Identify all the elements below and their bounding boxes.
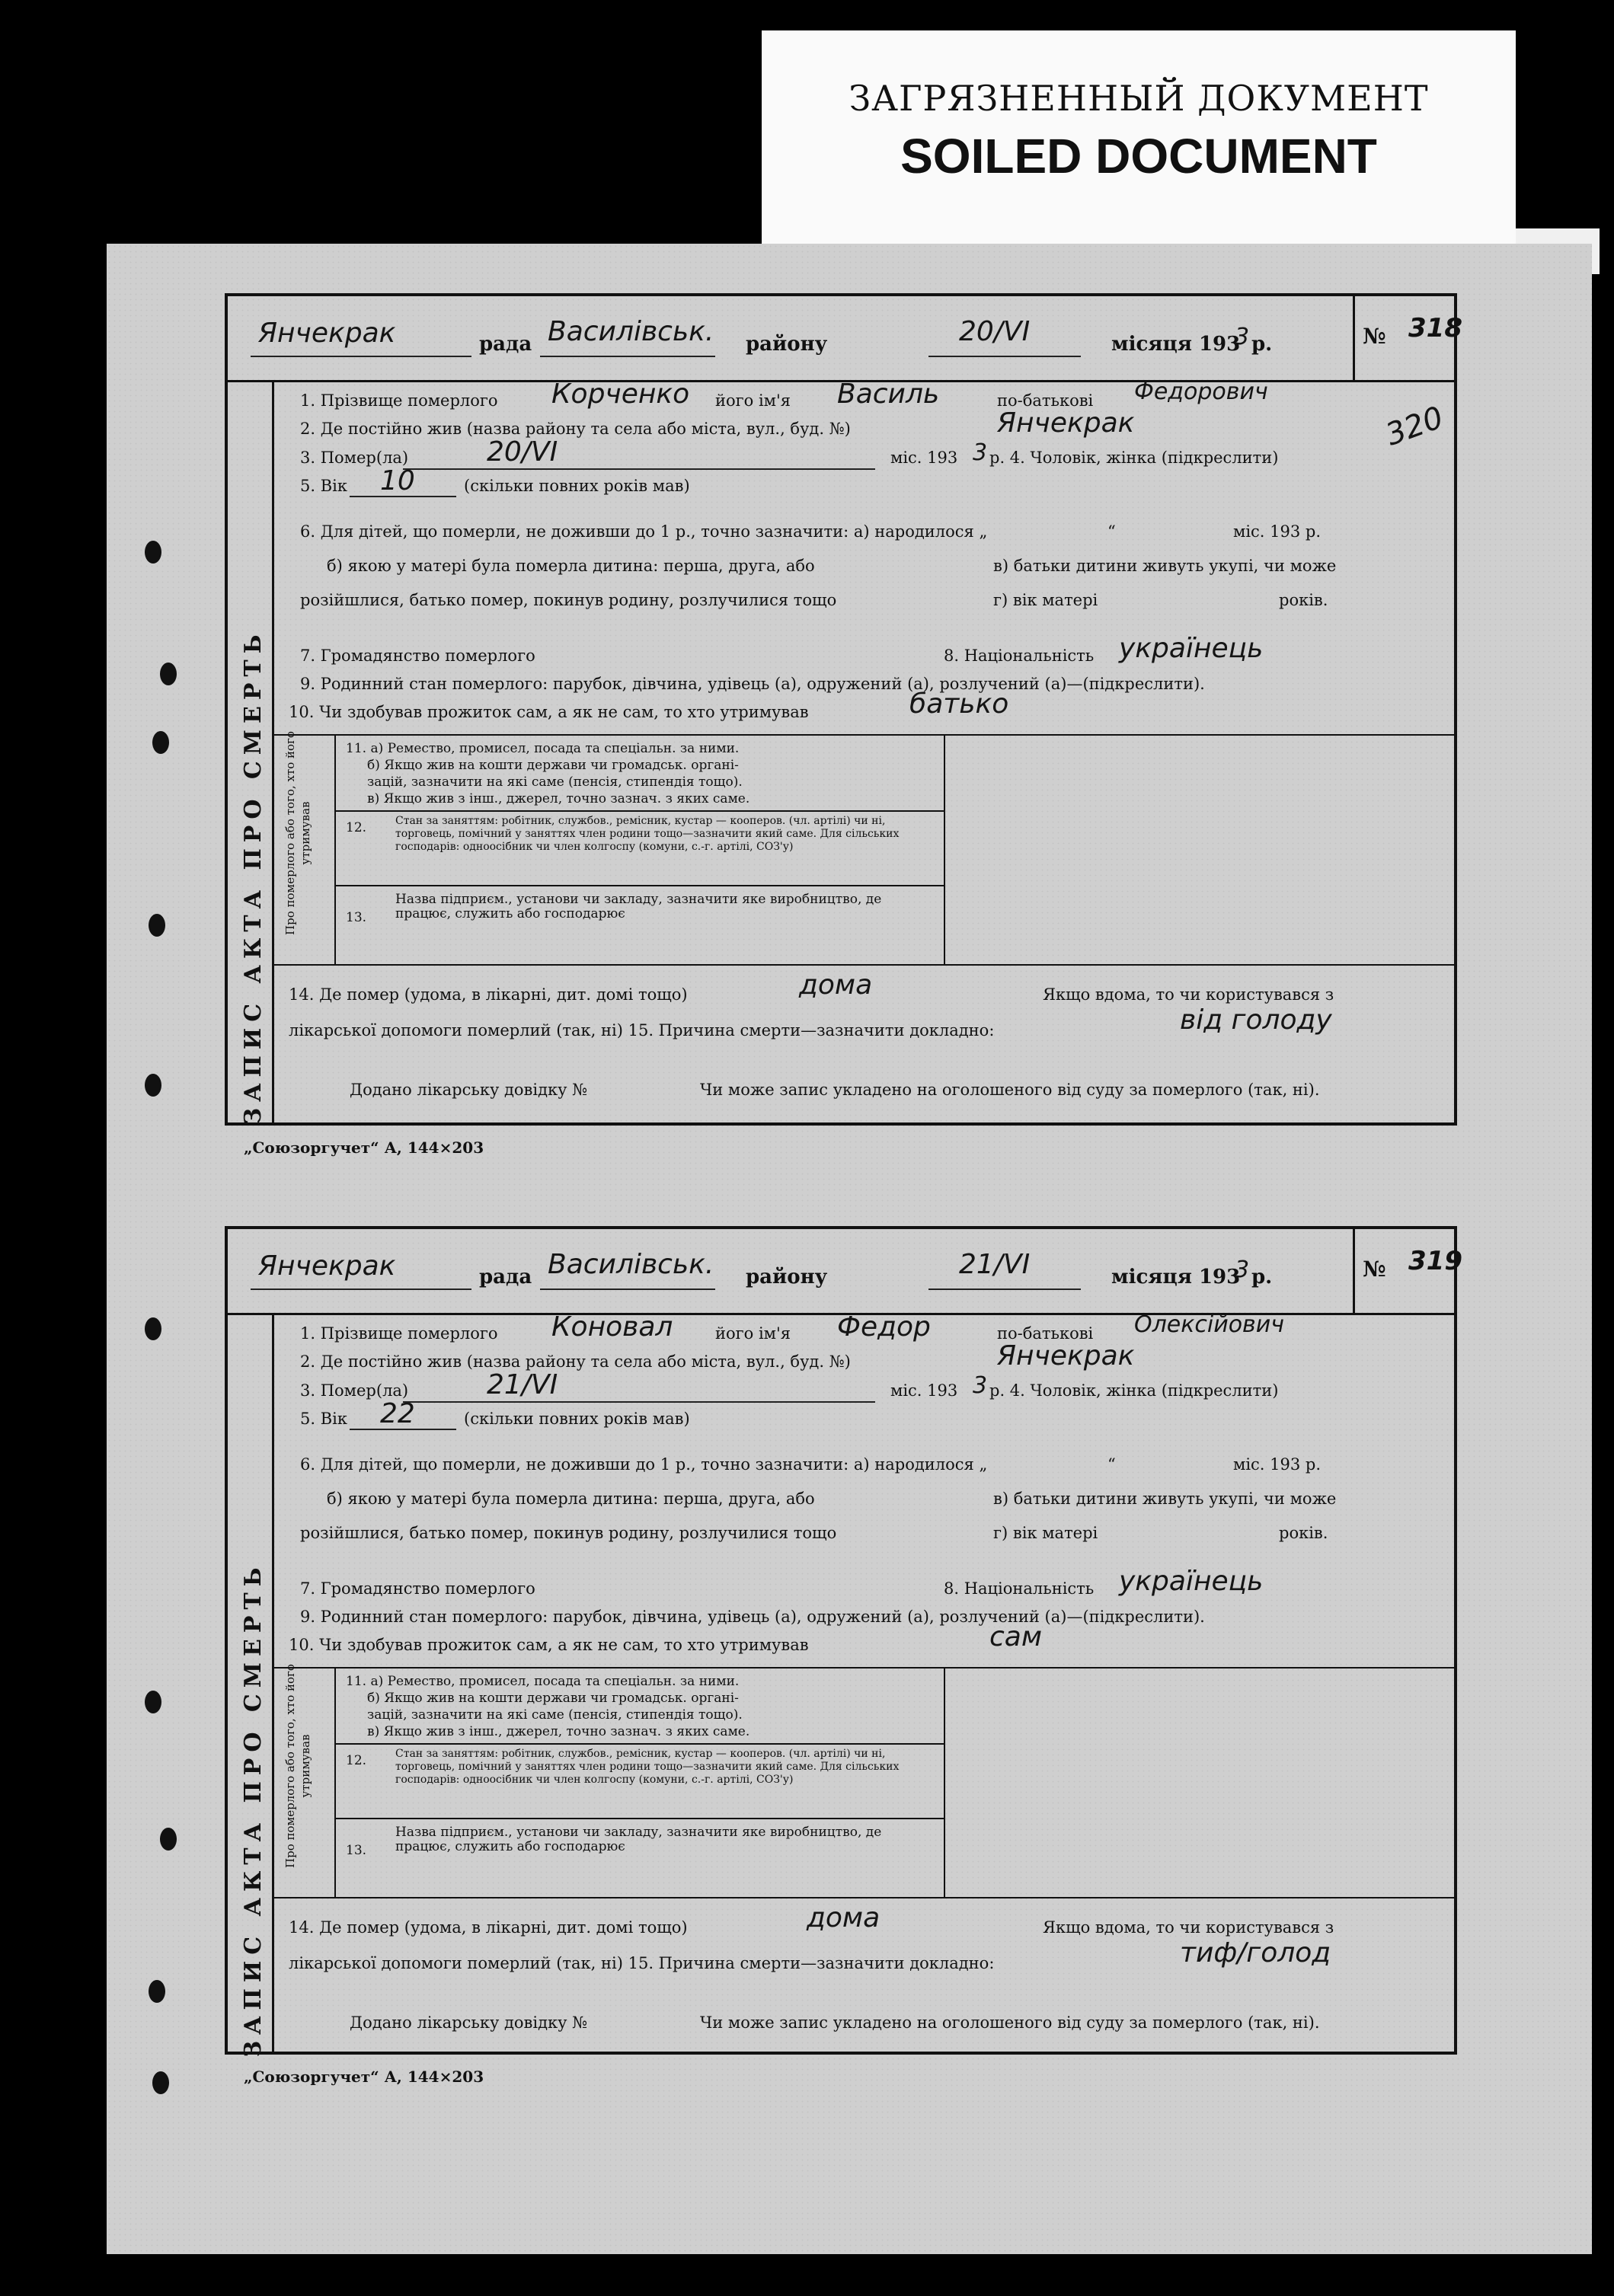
date-value: 21/VI — [959, 1249, 1031, 1280]
line-9-label: 9. Родинний стан померлого: парубок, дівчина, удівець (а), одружений (а), розлучений (а)—(підкреслити). — [300, 1608, 1205, 1626]
line-13-text: Назва підприєм., установи чи закладу, зазначити яке виробництво, де працює, служить або господарює — [395, 1825, 882, 1854]
line-2-label: 2. Де постійно жив (назва району та села або міста, вул., буд. №) — [300, 1352, 851, 1371]
nationality-value: українець — [1119, 633, 1264, 664]
rada-value: Василівськ. — [548, 1249, 714, 1280]
line-6c-label: розійшлися, батько помер, покинув родину, розлучилися тощо — [300, 591, 837, 609]
patronymic-value: Олексійович — [1134, 1311, 1284, 1338]
line-9-label: 9. Родинний стан померлого: парубок, дівчина, удівець (а), одружений (а), розлучений (а)—(підкреслити). — [300, 675, 1205, 693]
age-value: 10 — [380, 465, 415, 497]
line-8-label: 8. Національність — [944, 1579, 1095, 1598]
line-14-label-2: Якщо вдома, то чи користувався з — [1043, 985, 1334, 1004]
record-number: 319 — [1408, 1246, 1462, 1276]
line-4-label: р. 4. Чоловік, жінка (підкреслити) — [989, 449, 1279, 467]
line-11a: 11. а) Ремество, промисел, посада та спеціальн. за ними. — [346, 1674, 740, 1689]
line-10-label: 10. Чи здобував прожиток сам, а як не сам, то хто утримував — [289, 703, 809, 721]
line-6a-label: 6. Для дітей, що померли, не доживши до 1 р., точно зазначити: а) народилося „ — [300, 1455, 988, 1474]
line-14-label: 14. Де помер (удома, в лікарні, дит. домі тощо) — [289, 985, 688, 1004]
line-6b-label: б) якою у матері була померла дитина: перша, друга, або — [327, 1490, 815, 1508]
line-11b-2: зацій, зазначити на які саме (пенсія, стипендія тощо). — [367, 1707, 743, 1723]
patronymic-value: Федорович — [1134, 378, 1268, 405]
line-3-month-label: міс. 193 — [890, 449, 958, 467]
month-label: місяця 193 — [1111, 333, 1241, 356]
line-6a-month: міс. 193 р. — [1233, 1455, 1322, 1474]
punch-hole — [145, 1317, 161, 1340]
line-1-name-label: його ім'я — [715, 1324, 791, 1343]
year-suffix: р. — [1251, 1266, 1273, 1289]
side-strip — [228, 1313, 274, 2058]
rayonu-label: району — [746, 333, 828, 356]
rada-label: рада — [479, 333, 532, 356]
line-6a-month: міс. 193 р. — [1233, 522, 1322, 541]
residence-value: Янчекрак — [997, 407, 1135, 439]
line-14-label: 14. Де помер (удома, в лікарні, дит. домі тощо) — [289, 1918, 688, 1937]
line-11b-1: б) Якщо жив на кошти держави чи громадськ. органі- — [367, 1691, 739, 1706]
occupation-side-note: Про померлого або того, хто його утримував — [283, 1664, 312, 1868]
line-1-patronymic-label: по-батькові — [997, 391, 1094, 410]
death-record-2 — [225, 1226, 1462, 2058]
line-16-label: Додано лікарську довідку № — [350, 1081, 588, 1099]
nationality-value: українець — [1119, 1566, 1264, 1597]
record-header — [228, 1229, 1462, 1315]
line-16-label-2: Чи може запис укладено на оголошеного від суду за померлого (так, ні). — [700, 2013, 1320, 2032]
line-12-number: 12. — [346, 1753, 367, 1768]
place-value: Янчекрак — [258, 1250, 396, 1282]
punch-hole — [145, 1691, 161, 1713]
residence-value: Янчекрак — [997, 1340, 1135, 1372]
record-header — [228, 296, 1462, 382]
month-label: місяця 193 — [1111, 1266, 1241, 1289]
cause-value: тиф/голод — [1180, 1937, 1331, 1969]
line-6c-years: років. — [1279, 591, 1328, 609]
number-label: № — [1363, 1257, 1386, 1282]
place-value: Янчекрак — [258, 318, 396, 349]
form-footer-2: „Союзоргучет“ А, 144×203 — [244, 2068, 484, 2086]
line-13-number: 13. — [346, 910, 367, 925]
number-label: № — [1363, 324, 1386, 349]
side-title: ЗАПИС АКТА ПРО СМЕРТЬ — [240, 628, 267, 1125]
line-5-note: (скільки повних років мав) — [464, 477, 690, 495]
death-date-value: 20/VI — [487, 436, 558, 468]
line-11a: 11. а) Ремество, промисел, посада та спеціальн. за ними. — [346, 741, 740, 756]
margin-note: 320 — [1381, 400, 1448, 453]
line-1-label: 1. Прізвище померлого — [300, 391, 498, 410]
line-2-label: 2. Де постійно жив (назва району та села або міста, вул., буд. №) — [300, 420, 851, 438]
supported-by-value: сам — [989, 1621, 1043, 1653]
line-6c-years: років. — [1279, 1524, 1328, 1542]
form-footer-1: „Союзоргучет“ А, 144×203 — [244, 1138, 484, 1157]
line-16-label: Додано лікарську довідку № — [350, 2013, 588, 2032]
punch-hole — [160, 1828, 177, 1851]
line-11b-1: б) Якщо жив на кошти держави чи громадськ. органі- — [367, 758, 739, 773]
name-value: Василь — [837, 378, 940, 410]
line-5-label: 5. Вік — [300, 477, 347, 495]
label-ru: ЗАГРЯЗНЕННЫЙ ДОКУМЕНТ — [849, 78, 1429, 119]
line-6c-label: розійшлися, батько помер, покинув родину, розлучилися тощо — [300, 1524, 837, 1542]
occupation-block — [272, 1664, 1456, 1898]
age-value: 22 — [380, 1398, 415, 1429]
line-3-label: 3. Помер(ла) — [300, 449, 409, 467]
line-5-label: 5. Вік — [300, 1410, 347, 1428]
rada-label: рада — [479, 1266, 532, 1289]
line-7-label: 7. Громадянство померлого — [300, 647, 535, 665]
date-value: 20/VI — [959, 316, 1031, 347]
cause-value: від голоду — [1180, 1004, 1332, 1036]
line-1-label: 1. Прізвище померлого — [300, 1324, 498, 1343]
line-12-text: Стан за заняттям: робітник, службов., ремісник, кустар — кооперов. (чл. артілі) чи ні, торговець, помічний у заняттях член родини тощо—зазначити який саме. Для сільських господарів: одноосібник чи член колгоспу (комуни, с.-г. артілі, СОЗ'у) — [395, 1748, 900, 1786]
occupation-block — [272, 731, 1456, 966]
line-11c: в) Якщо жив з інш., джерел, точно зазнач. з яких саме. — [367, 1724, 750, 1739]
line-13-number: 13. — [346, 1843, 367, 1858]
record-number: 318 — [1408, 313, 1462, 343]
line-14-label-2: Якщо вдома, то чи користувався з — [1043, 1918, 1334, 1937]
occupation-side-note: Про померлого або того, хто його утримував — [283, 731, 312, 935]
punch-hole — [145, 1074, 161, 1097]
line-12-number: 12. — [346, 820, 367, 835]
punch-hole — [145, 541, 161, 564]
punch-hole — [160, 663, 177, 685]
line-6a-label: 6. Для дітей, що померли, не доживши до 1 р., точно зазначити: а) народилося „ — [300, 522, 988, 541]
rada-value: Василівськ. — [548, 316, 714, 347]
record-number-cell — [1353, 296, 1462, 380]
punch-hole — [152, 731, 169, 754]
line-3-month-label: міс. 193 — [890, 1381, 958, 1400]
line-6b-label: б) якою у матері була померла дитина: перша, друга, або — [327, 557, 815, 575]
supported-by-value: батько — [909, 688, 1009, 720]
line-6a-quote: “ — [1107, 1455, 1116, 1474]
label-en: SOILED DOCUMENT — [900, 129, 1377, 184]
line-8-label: 8. Національність — [944, 647, 1095, 665]
punch-hole — [149, 914, 165, 937]
line-10-label: 10. Чи здобував прожиток сам, а як не сам, то хто утримував — [289, 1636, 809, 1654]
side-strip — [228, 380, 274, 1125]
side-title: ЗАПИС АКТА ПРО СМЕРТЬ — [240, 1561, 267, 2058]
line-4-label: р. 4. Чоловік, жінка (підкреслити) — [989, 1381, 1279, 1400]
death-year-digit: 3 — [973, 1372, 988, 1399]
death-record-1 — [225, 293, 1462, 1126]
line-11c: в) Якщо жив з інш., джерел, точно зазнач. з яких саме. — [367, 791, 750, 806]
line-6c-label-2: г) вік матері — [993, 1524, 1098, 1542]
line-11b-2: зацій, зазначити на які саме (пенсія, стипендія тощо). — [367, 774, 743, 790]
name-value: Федор — [837, 1311, 931, 1343]
rayonu-label: району — [746, 1266, 828, 1289]
surname-value: Корченко — [551, 378, 690, 410]
death-place-value: дома — [807, 1902, 881, 1934]
line-6c-label-2: г) вік матері — [993, 591, 1098, 609]
line-12-text: Стан за заняттям: робітник, службов., ремісник, кустар — кооперов. (чл. артілі) чи ні, торговець, помічний у заняттях член родини тощо—зазначити який саме. Для сільських господарів: одноосібник чи член колгоспу (комуни, с.-г. артілі, СОЗ'у) — [395, 815, 900, 853]
line-15-label: лікарської допомоги померлий (так, ні) 15. Причина смерти—зазначити докладно: — [289, 1021, 995, 1039]
death-place-value: дома — [799, 969, 873, 1001]
line-5-note: (скільки повних років мав) — [464, 1410, 690, 1428]
punch-hole — [149, 1980, 165, 2003]
line-16-label-2: Чи може запис укладено на оголошеного від суду за померлого (так, ні). — [700, 1081, 1320, 1099]
line-7-label: 7. Громадянство померлого — [300, 1579, 535, 1598]
year-digit: 3 — [1235, 324, 1250, 350]
line-6b-label-2: в) батьки дитини живуть укупі, чи може — [993, 557, 1337, 575]
death-year-digit: 3 — [973, 439, 988, 466]
soiled-document-label — [762, 30, 1516, 244]
surname-value: Коновал — [551, 1311, 673, 1343]
line-6a-quote: “ — [1107, 522, 1116, 541]
line-13-text: Назва підприєм., установи чи закладу, зазначити яке виробництво, де працює, служить або господарює — [395, 892, 882, 921]
line-3-label: 3. Помер(ла) — [300, 1381, 409, 1400]
year-digit: 3 — [1235, 1257, 1250, 1283]
line-15-label: лікарської допомоги померлий (так, ні) 15. Причина смерти—зазначити докладно: — [289, 1954, 995, 1972]
line-1-name-label: його ім'я — [715, 391, 791, 410]
line-6b-label-2: в) батьки дитини живуть укупі, чи може — [993, 1490, 1337, 1508]
death-date-value: 21/VI — [487, 1369, 558, 1400]
punch-hole — [152, 2071, 169, 2094]
line-1-patronymic-label: по-батькові — [997, 1324, 1094, 1343]
record-number-cell — [1353, 1229, 1462, 1313]
year-suffix: р. — [1251, 333, 1273, 356]
